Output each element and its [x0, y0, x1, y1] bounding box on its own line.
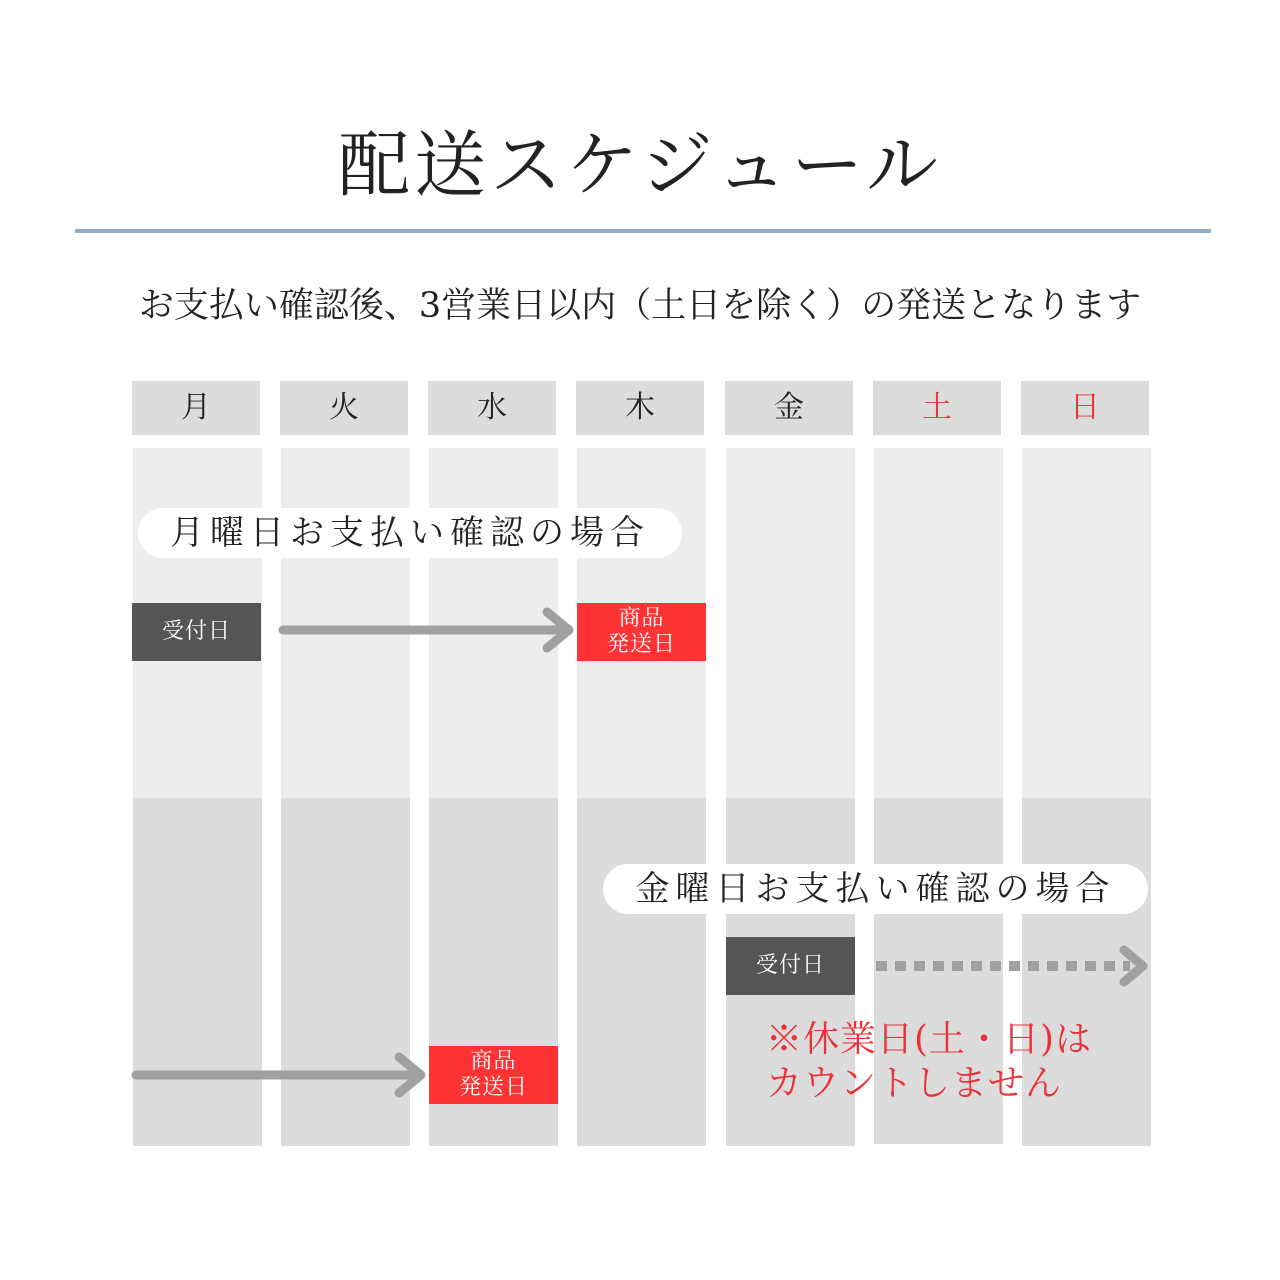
monday-arrow: [283, 612, 569, 648]
friday-dotted-arrow: [876, 950, 1143, 982]
holiday-note-line1: ※休業日(土・日)は: [766, 1019, 1093, 1060]
page-title: 配送スケジュール: [338, 123, 942, 207]
monday-ship-box: [577, 603, 706, 661]
day-header-sun: 日: [1021, 381, 1149, 435]
monday-case-label: 月曜日お支払い確認の場合: [138, 508, 682, 558]
day-header-mon: 月: [132, 381, 260, 435]
day-header-sat: 土: [873, 381, 1001, 435]
wrap-arrow: [136, 1057, 421, 1093]
day-header-tue: 火: [280, 381, 408, 435]
day-header-wed: 水: [428, 381, 556, 435]
friday-receipt-box: [726, 937, 855, 995]
receipt-label: 受付日: [161, 619, 231, 644]
ship-label-line2: 発送日: [458, 1075, 528, 1100]
friday-ship-box: [429, 1046, 558, 1104]
holiday-note: [766, 1018, 1166, 1106]
monday-receipt-box: [132, 603, 261, 661]
holiday-note-line2: カウントしません: [766, 1063, 1063, 1104]
schedule-subtitle: お支払い確認後、3営業日以内（土日を除く）の発送となります: [138, 286, 1142, 326]
ship-label-line2: 発送日: [606, 632, 676, 657]
ship-label-line1: 商品: [618, 606, 665, 631]
ship-label-line1: 商品: [470, 1049, 517, 1074]
day-header-thu: 木: [576, 381, 704, 435]
receipt-label: 受付日: [755, 953, 825, 978]
day-header-fri: 金: [725, 381, 853, 435]
friday-case-label: 金曜日お支払い確認の場合: [603, 864, 1148, 914]
